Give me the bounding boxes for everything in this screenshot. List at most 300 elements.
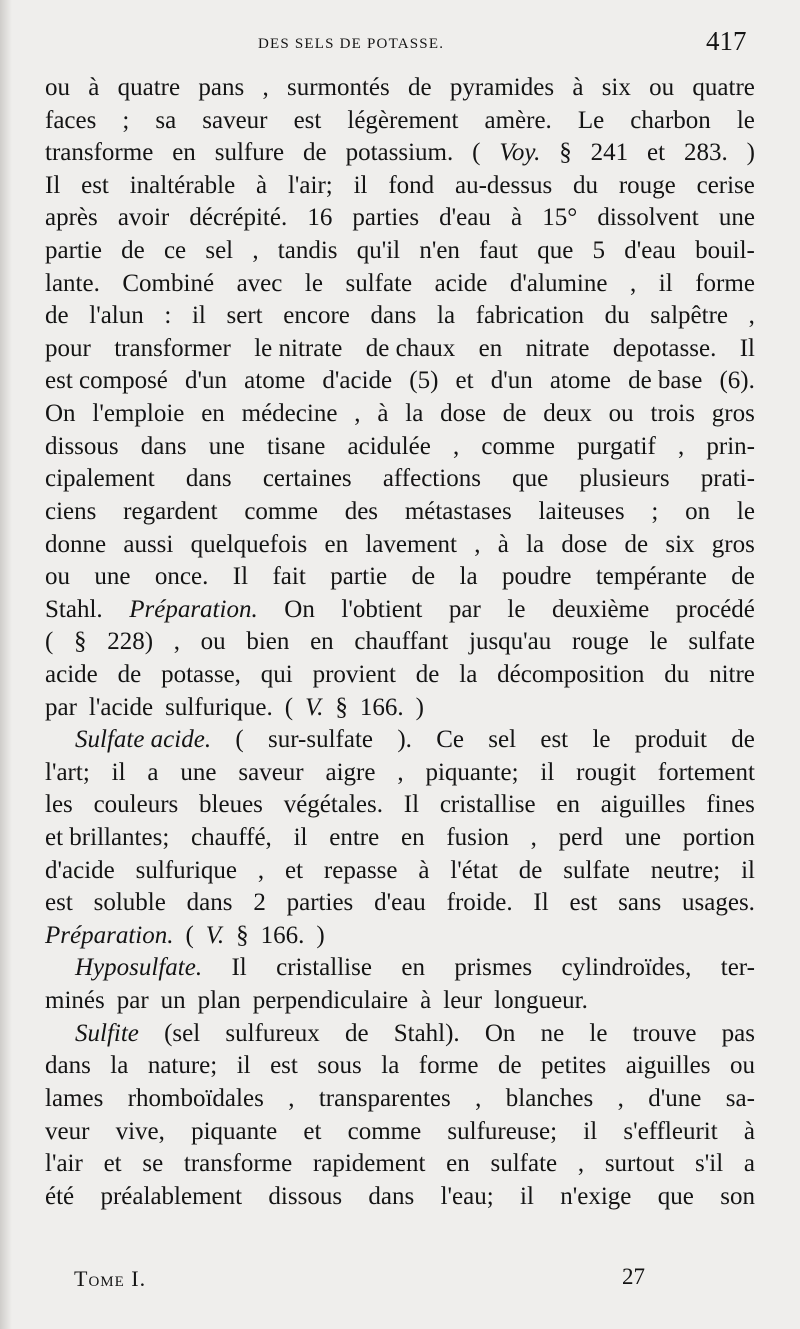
word: l'emploie — [92, 400, 185, 428]
word: potasse, — [161, 660, 241, 688]
word: nature; — [147, 1052, 218, 1080]
word: , — [173, 628, 180, 656]
word: d'eau — [439, 204, 491, 232]
word: l'air; — [287, 171, 333, 199]
word: la — [526, 530, 545, 558]
word: once. — [154, 563, 209, 591]
word: 16 — [307, 204, 333, 232]
word: ) — [316, 921, 325, 949]
word: le — [507, 595, 526, 623]
word: est — [270, 1052, 298, 1080]
word: une — [208, 432, 245, 460]
word: sulfureuse; — [447, 1117, 558, 1145]
word: sulfurique. — [165, 693, 273, 721]
word: en — [172, 139, 196, 167]
word: de — [303, 139, 327, 167]
word: pour — [45, 334, 91, 362]
word: légèrement — [347, 106, 459, 134]
word: Il — [231, 954, 247, 982]
word: à — [377, 400, 389, 428]
text-line — [45, 789, 755, 822]
italic-word: V. — [305, 693, 324, 721]
word: par — [116, 987, 149, 1015]
word: à — [420, 987, 432, 1015]
word: cerise — [696, 171, 755, 199]
word: plusieurs — [579, 465, 670, 493]
word: blanches — [505, 1084, 594, 1112]
word: prismes — [454, 954, 533, 982]
word: ; — [651, 497, 659, 525]
word: 5 — [592, 237, 606, 265]
word: plan — [197, 987, 241, 1015]
word: minés — [45, 987, 105, 1015]
word: transformer — [114, 334, 231, 362]
word: lames — [45, 1084, 104, 1112]
word: d'une — [648, 1084, 702, 1112]
word: pyramides — [449, 74, 555, 101]
word: au-dessus — [454, 171, 553, 199]
word: de — [731, 563, 755, 591]
word: l'état — [450, 856, 498, 884]
word: l'air — [45, 1150, 83, 1178]
text-line — [45, 855, 755, 888]
word: l'acide — [88, 693, 154, 721]
text-line — [45, 463, 755, 496]
word: gros — [711, 530, 755, 558]
word: le — [736, 497, 755, 525]
text-line — [45, 626, 755, 659]
word: à — [743, 1117, 755, 1145]
text-line — [45, 887, 755, 920]
word: le nitrate — [254, 334, 343, 362]
word: quelquefois — [190, 530, 308, 558]
word: à — [510, 204, 523, 232]
word: s'effleurit — [623, 1117, 718, 1145]
word: de — [502, 400, 527, 428]
word: dissous — [268, 1182, 343, 1210]
word: , — [475, 1084, 482, 1112]
word: il — [191, 302, 206, 330]
word: procédé — [675, 595, 755, 623]
word: est — [45, 889, 73, 917]
word: depotasse. — [612, 334, 717, 362]
word: chauffé, — [191, 824, 272, 852]
word: inaltérable — [129, 171, 236, 199]
word: de — [411, 563, 436, 591]
word: 166. — [260, 921, 305, 949]
word: il — [741, 856, 755, 884]
word: n'en — [419, 237, 460, 265]
word: que — [537, 237, 574, 265]
word: dans — [185, 465, 232, 493]
word: ou — [200, 628, 226, 656]
word: , — [474, 530, 481, 558]
text-line — [45, 365, 755, 398]
text-line — [45, 72, 755, 105]
word: cristallise — [439, 791, 536, 819]
word: par — [448, 595, 481, 623]
word: de chaux — [365, 334, 456, 362]
text-line — [45, 300, 755, 333]
word: tandis — [277, 237, 338, 265]
word: nitrate — [525, 334, 590, 362]
word: rougit — [576, 758, 636, 786]
word: ter- — [720, 954, 755, 982]
word: de base — [628, 367, 703, 395]
word: et — [455, 367, 474, 395]
word: est — [81, 171, 109, 199]
word: portion — [682, 824, 755, 852]
word: le — [649, 628, 668, 656]
text-line — [45, 1181, 755, 1214]
word: est composé — [45, 367, 168, 395]
volume-signature: Tome I. — [74, 1266, 147, 1291]
word: bouil- — [695, 237, 755, 265]
word: potassium. — [345, 139, 454, 167]
word: prati- — [700, 465, 755, 493]
text-line — [45, 202, 755, 235]
word: ( — [472, 139, 481, 167]
word: (sel — [164, 1019, 201, 1047]
word: surmontés — [286, 74, 390, 101]
word: sulfate — [490, 1150, 558, 1178]
word: ) — [415, 693, 424, 721]
word: 228) — [107, 628, 154, 656]
body-text — [45, 72, 755, 1213]
word: 241 — [590, 139, 629, 167]
word: il — [293, 824, 308, 852]
word: décomposition — [497, 660, 645, 688]
word: à — [572, 74, 584, 101]
word: une — [180, 758, 217, 786]
word: aussi — [123, 530, 174, 558]
word: saveur — [238, 758, 304, 786]
word: acide — [434, 269, 488, 297]
word: la — [381, 1052, 400, 1080]
text-line — [45, 529, 755, 562]
word: il — [540, 758, 555, 786]
word: (6). — [719, 367, 755, 395]
word: l'eau; — [440, 1182, 494, 1210]
word: transparentes — [318, 1084, 451, 1112]
word: , — [530, 824, 537, 852]
word: le — [592, 726, 611, 754]
italic-word: Hyposulfate. — [75, 954, 203, 982]
word: donne — [45, 530, 107, 558]
word: en — [400, 824, 425, 852]
word: des — [344, 497, 379, 525]
word: et — [647, 139, 666, 167]
word: , — [748, 302, 755, 330]
word: à — [418, 856, 430, 884]
word: du — [573, 171, 599, 199]
word: les — [45, 791, 73, 819]
word: soluble — [93, 889, 166, 917]
word: ( — [185, 921, 194, 949]
word: un — [160, 987, 186, 1015]
word: sel — [488, 726, 517, 754]
text-line — [45, 1116, 755, 1149]
word: Il — [739, 334, 755, 362]
word: , — [677, 432, 685, 460]
word: de — [415, 660, 440, 688]
word: rouge — [618, 171, 676, 199]
word: forme — [695, 269, 755, 297]
word: partie — [45, 237, 102, 265]
word: dissolvent — [597, 204, 699, 232]
word: après — [45, 204, 98, 232]
word: le — [304, 269, 323, 297]
word: certaines — [262, 465, 352, 493]
word: du — [604, 302, 630, 330]
word: il — [236, 1052, 251, 1080]
word: rouge — [571, 628, 629, 656]
word: en — [324, 530, 349, 558]
word: en — [478, 334, 503, 362]
word: et — [303, 1117, 322, 1145]
text-line — [45, 659, 755, 692]
word: sulfurique — [135, 856, 237, 884]
word: fabrication — [475, 302, 584, 330]
word: du — [664, 660, 690, 688]
text-line — [45, 1083, 755, 1116]
word: l'obtient — [341, 595, 423, 623]
word: ( — [284, 693, 294, 721]
word: jusqu'au — [469, 628, 552, 656]
word: purgatif — [577, 432, 656, 460]
text-line — [45, 822, 755, 855]
word: le — [736, 106, 755, 134]
word: dose — [561, 530, 608, 558]
word: médecine — [241, 400, 338, 428]
word: Il — [403, 791, 420, 819]
word: a — [147, 758, 159, 786]
word: trois — [650, 400, 695, 428]
word: cylindroïdes, — [561, 954, 692, 982]
word: sulfate — [688, 628, 755, 656]
word: aiguilles — [625, 1052, 711, 1080]
text-line — [45, 496, 755, 529]
word: d'acide — [322, 367, 393, 395]
word: s'il — [695, 1150, 724, 1178]
word: , — [252, 237, 259, 265]
text-line — [45, 1018, 755, 1051]
word: acide — [45, 660, 98, 688]
word: sulfate — [563, 856, 630, 884]
word: charbon — [630, 106, 711, 134]
word: § — [236, 921, 249, 949]
word: atome — [244, 367, 306, 395]
word: d'un — [185, 367, 228, 395]
word: aigre — [325, 758, 376, 786]
word: comme — [481, 432, 555, 460]
word: , — [257, 856, 265, 884]
word: comme — [347, 1117, 422, 1145]
word: cristallise — [276, 954, 372, 982]
word: dose — [440, 400, 486, 428]
italic-word: V. — [205, 921, 225, 949]
word: dans — [45, 1052, 91, 1080]
word: 15° — [542, 204, 578, 232]
word: de — [121, 237, 145, 265]
word: il — [353, 171, 368, 199]
word: de — [344, 1019, 369, 1047]
word: ( — [235, 726, 244, 754]
word: ( — [45, 628, 54, 656]
word: et — [285, 856, 304, 884]
word: usages. — [682, 889, 755, 917]
word: de — [518, 856, 543, 884]
word: Stahl. — [45, 595, 103, 623]
word: poudre — [502, 563, 572, 591]
word: une — [94, 563, 131, 591]
word: sulfureux — [225, 1019, 320, 1047]
word: On — [284, 595, 315, 623]
text-line — [45, 137, 755, 170]
word: atome — [549, 367, 611, 395]
word: d'acide — [45, 856, 115, 884]
text-line — [45, 333, 755, 366]
word: dans — [140, 432, 187, 460]
word: veur — [45, 1117, 90, 1145]
word: longueur. — [494, 987, 588, 1015]
word: Combiné — [122, 269, 215, 297]
word: chauffant — [354, 628, 449, 656]
word: on — [685, 497, 711, 525]
word: dans — [368, 1182, 415, 1210]
word: partie — [330, 563, 388, 591]
word: fond — [388, 171, 435, 199]
word: dans — [186, 889, 233, 917]
word: fait — [272, 563, 306, 591]
word: piquante — [191, 1117, 278, 1145]
word: 2 — [253, 889, 266, 917]
word: d'un — [490, 367, 533, 395]
word: sa- — [725, 1084, 755, 1112]
word: perd — [558, 824, 604, 852]
word: est — [293, 106, 322, 134]
word: Il — [45, 171, 61, 199]
word: sert — [226, 302, 263, 330]
word: 166. — [359, 693, 404, 721]
word: de — [45, 302, 69, 330]
word: sulfure — [214, 139, 285, 167]
word: § — [74, 628, 87, 656]
word: à — [256, 171, 268, 199]
word: dissous — [45, 432, 119, 460]
word: fortement — [657, 758, 755, 786]
word: petites — [541, 1052, 607, 1080]
word: amère. — [484, 106, 552, 134]
word: forme — [418, 1052, 479, 1080]
word: , — [617, 1084, 624, 1112]
word: lavement — [365, 530, 457, 558]
word: , — [262, 74, 269, 101]
word: ; — [122, 106, 130, 134]
word: Il — [232, 563, 249, 591]
word: salpêtre — [650, 302, 728, 330]
word: une — [718, 204, 755, 232]
running-head: DES SELS DE POTASSE. — [258, 36, 445, 52]
word: sa — [155, 106, 177, 134]
text-line — [45, 268, 755, 301]
text-line — [45, 594, 755, 627]
text-line — [45, 235, 755, 268]
word: faces — [45, 106, 97, 134]
word: de — [117, 660, 142, 688]
word: à — [497, 530, 509, 558]
word: il — [583, 1117, 598, 1145]
word: cipalement — [45, 465, 155, 493]
word: la — [459, 563, 478, 591]
word: ) — [746, 139, 755, 167]
word: en — [556, 791, 581, 819]
word: six — [601, 74, 631, 101]
italic-word: Sulfite — [75, 1019, 139, 1047]
word: , — [452, 432, 460, 460]
word: ne — [540, 1019, 565, 1047]
word: se — [142, 1150, 164, 1178]
word: tempérante — [595, 563, 707, 591]
word: il — [111, 758, 126, 786]
word: parties — [352, 204, 420, 232]
word: pans — [198, 74, 245, 101]
text-line — [45, 757, 755, 790]
text-line — [45, 724, 755, 757]
word: préalablement — [100, 1182, 243, 1210]
word: Le — [577, 106, 605, 134]
italic-word: Voy. — [499, 139, 541, 167]
word: transforme — [45, 139, 154, 167]
word: bien — [246, 628, 290, 656]
word: la — [110, 1052, 129, 1080]
word: quatre — [692, 74, 755, 101]
word: produit — [634, 726, 707, 754]
word: son — [720, 1182, 755, 1210]
word: sel — [205, 237, 234, 265]
word: comme — [244, 497, 318, 525]
word: en — [201, 400, 225, 428]
word: de — [497, 1052, 522, 1080]
word: bleues — [199, 791, 263, 819]
word: d'eau — [624, 237, 676, 265]
word: nitre — [709, 660, 755, 688]
word: couleurs — [93, 791, 179, 819]
word: , — [630, 269, 637, 297]
word: est — [540, 726, 569, 754]
word: ciens — [45, 497, 97, 525]
word: neutre; — [650, 856, 721, 884]
word: en — [446, 1150, 470, 1178]
word: § — [559, 139, 572, 167]
text-line — [45, 105, 755, 138]
word: ou — [729, 1052, 755, 1080]
italic-word: Préparation. — [45, 921, 174, 949]
word: entre — [329, 824, 380, 852]
word: et — [103, 1150, 122, 1178]
word: acidulée — [347, 432, 431, 460]
word: , — [577, 1150, 585, 1178]
text-line — [45, 1148, 755, 1181]
word: ou — [45, 74, 70, 101]
word: rapidement — [312, 1150, 426, 1178]
word: de — [408, 74, 432, 101]
word: , — [354, 400, 361, 428]
word: est — [569, 889, 598, 917]
word: , — [397, 758, 404, 786]
word: leur — [443, 987, 483, 1015]
word: sur-sulfate — [268, 726, 374, 754]
